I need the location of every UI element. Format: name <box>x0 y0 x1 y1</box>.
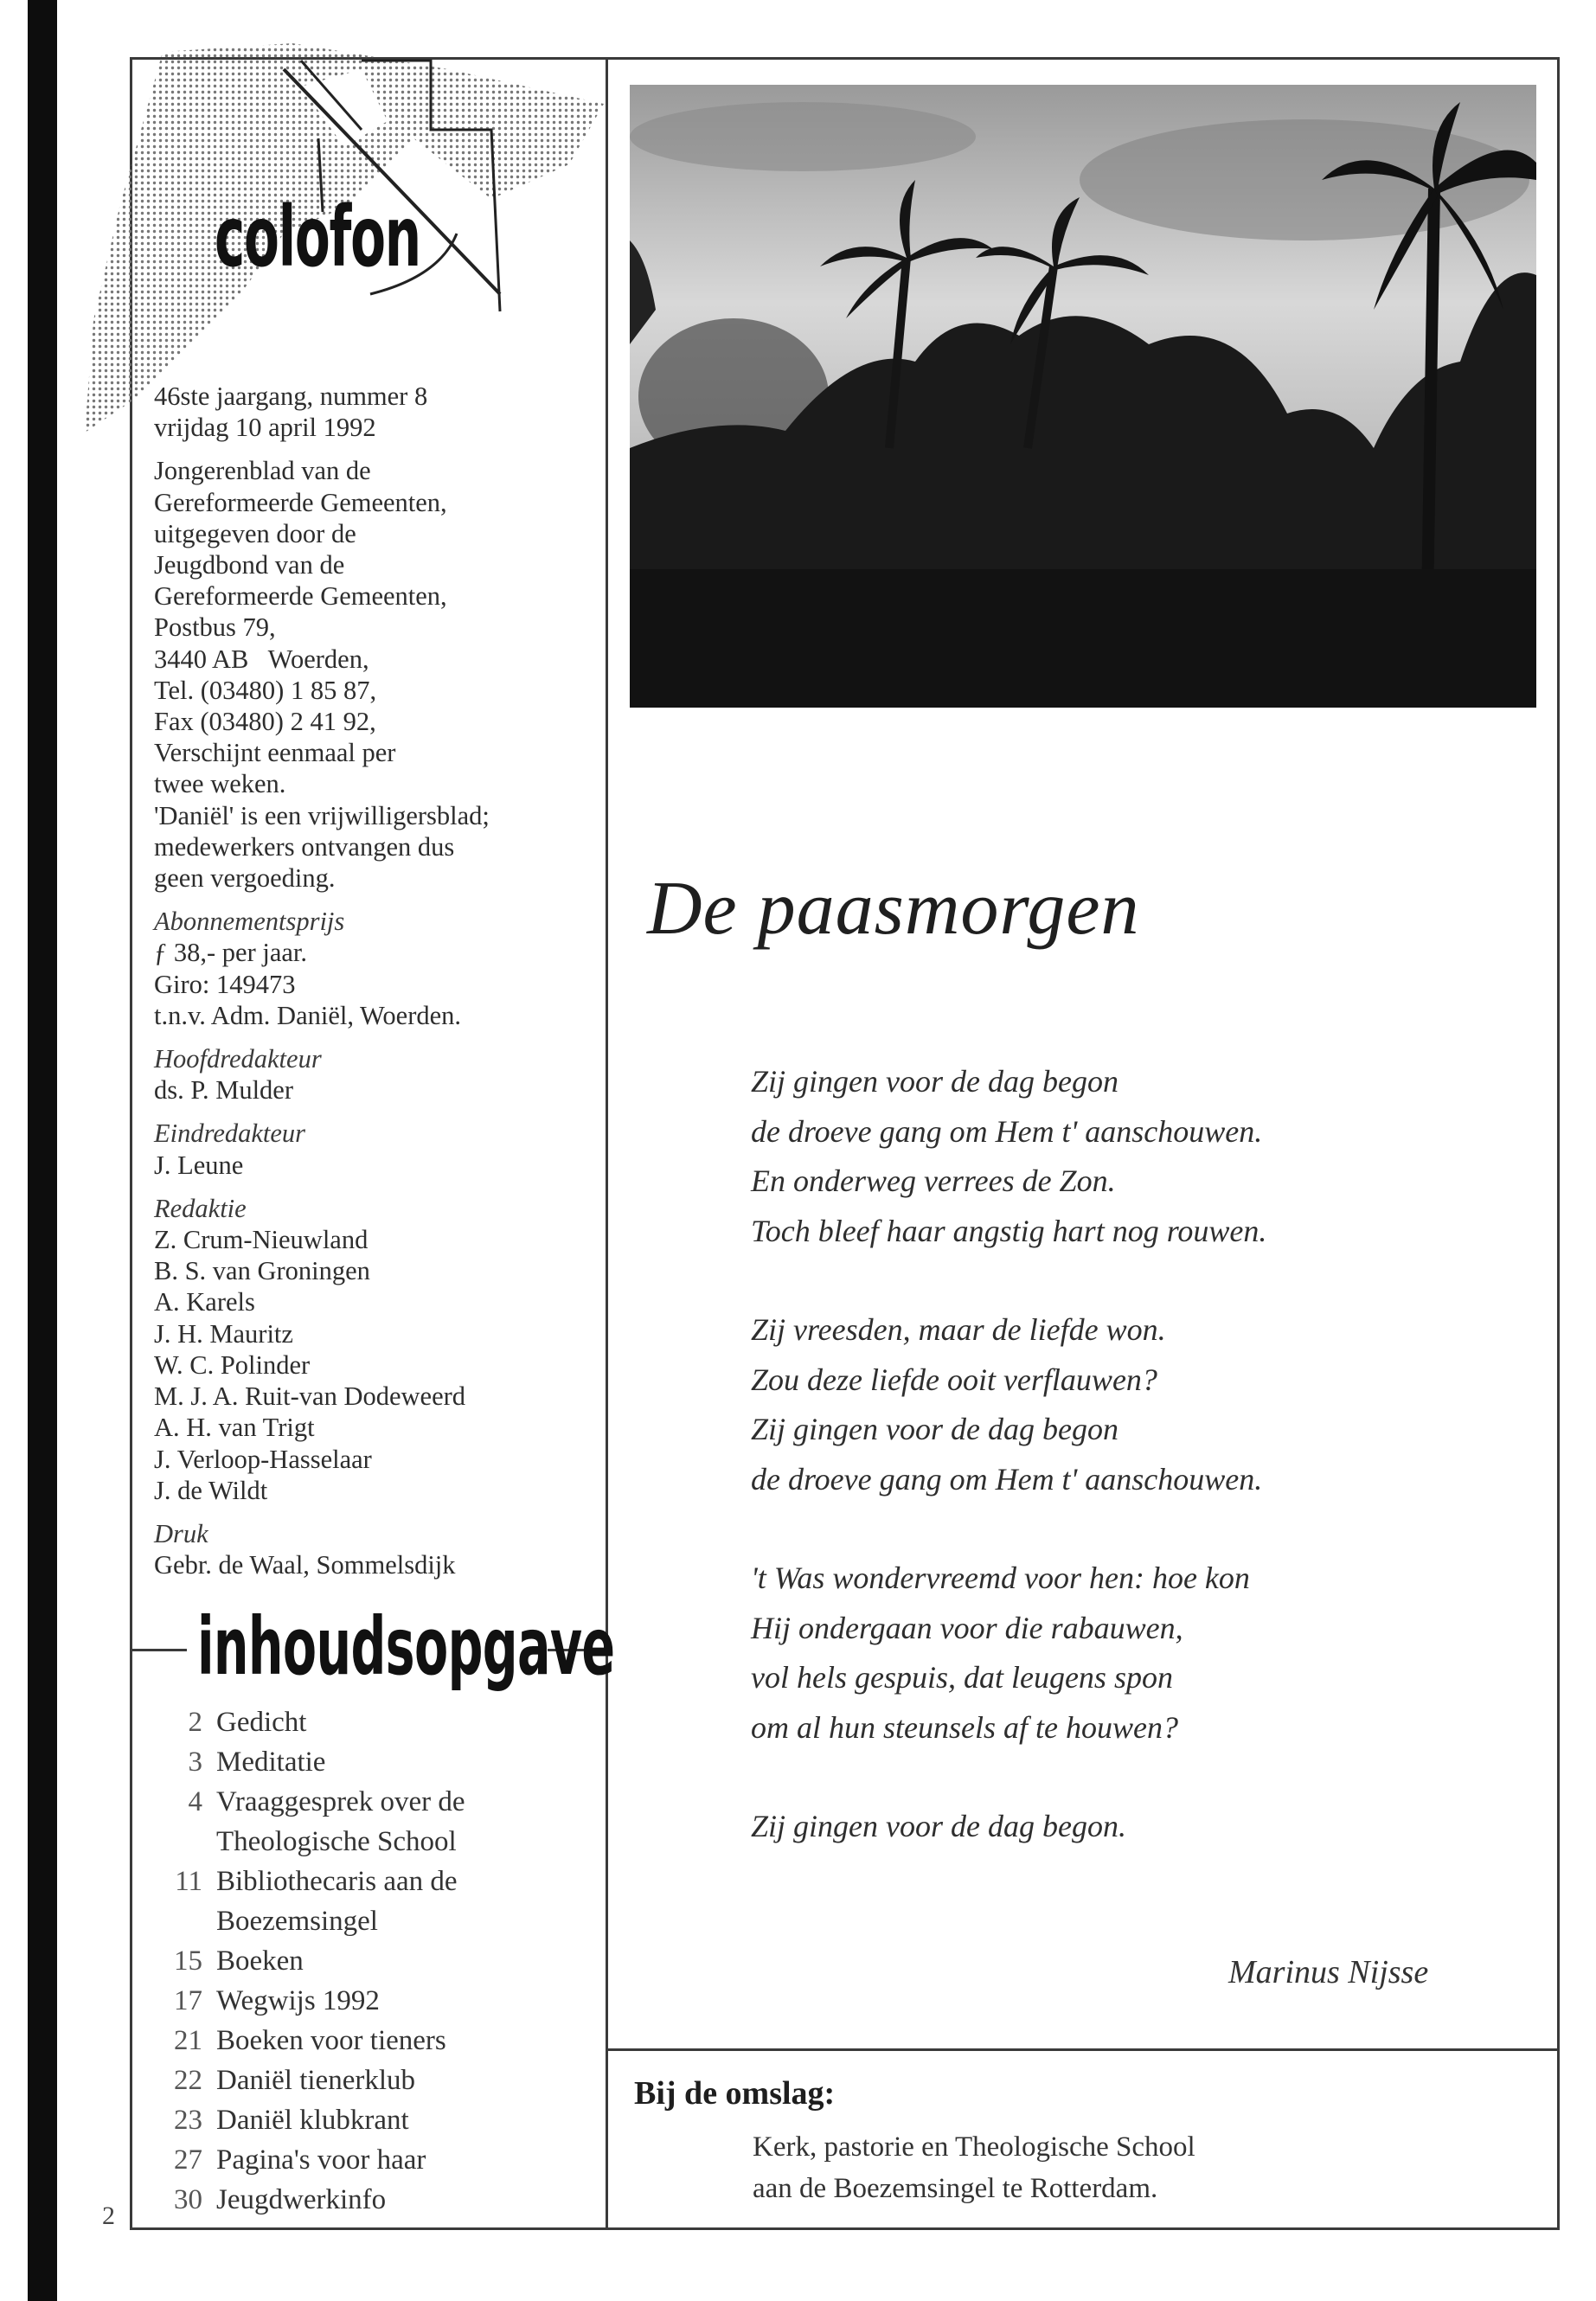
poem-line: Zij gingen voor de dag begon <box>751 1412 1118 1446</box>
publisher-line: 3440 AB Woerden, <box>154 644 369 674</box>
toc-page <box>154 1901 216 1941</box>
poem-stanza <box>751 1305 1529 1504</box>
subscription-line: Giro: 149473 <box>154 969 296 999</box>
printer-name: Gebr. de Waal, Sommelsdijk <box>154 1550 456 1580</box>
toc-label: Pagina's voor haar <box>216 2144 426 2176</box>
editorial-member: A. Karels <box>154 1287 255 1317</box>
poem-line: Hij ondergaan voor die rabauwen, <box>751 1610 1183 1645</box>
print-block <box>154 1518 595 1580</box>
toc-page: 4 <box>188 1786 202 1817</box>
subscription-block <box>154 906 595 1031</box>
toc-page: 27 <box>174 2144 202 2176</box>
toc-label: Jeugdwerkinfo <box>216 2184 387 2215</box>
cover-divider <box>606 2048 1560 2051</box>
editorial-member: J. de Wildt <box>154 1475 268 1505</box>
toc-rule-left <box>130 1649 187 1651</box>
toc-label: Vraaggesprek over de <box>216 1786 465 1817</box>
cover-caption-line: aan de Boezemsingel te Rotterdam. <box>753 2173 1158 2204</box>
poem-line: de droeve gang om Hem t' aanschouwen. <box>751 1461 1263 1497</box>
publisher-line: twee weken. <box>154 769 286 799</box>
publisher-block <box>154 455 595 894</box>
toc-label: Meditatie <box>216 1747 326 1778</box>
toc-item <box>154 2140 604 2180</box>
toc-label: Gedicht <box>216 1707 307 1738</box>
poem-line: Toch bleef haar angstig hart nog rouwen. <box>751 1213 1267 1248</box>
toc-label: Boezemsingel <box>216 1906 378 1937</box>
poem-line: En onderweg verrees de Zon. <box>751 1163 1116 1198</box>
toc-item <box>154 2061 604 2100</box>
edition-line: 46ste jaargang, nummer 8 <box>154 381 428 411</box>
editorial-member: M. J. A. Ruit-van Dodeweerd <box>154 1381 466 1412</box>
subscription-line: ƒ 38,- per jaar. <box>154 938 307 968</box>
toc-item <box>154 1702 604 1742</box>
subscription-label: Abonnementsprijs <box>154 907 345 937</box>
toc-page: 15 <box>174 1945 202 1977</box>
scan-edge-bar <box>28 0 57 2301</box>
editorial-member: A. H. van Trigt <box>154 1413 315 1443</box>
editorial-member: W. C. Polinder <box>154 1349 311 1380</box>
toc-label: Daniël klubkrant <box>216 2105 409 2136</box>
toc-page: 11 <box>175 1866 202 1897</box>
toc-item <box>154 1901 604 1941</box>
print-label: Druk <box>154 1518 208 1548</box>
edition-block <box>154 381 595 443</box>
editor-in-chief-label: Hoofdredakteur <box>154 1044 322 1074</box>
editorial-member: Z. Crum-Nieuwland <box>154 1225 369 1255</box>
page-number: 2 <box>102 2202 115 2230</box>
poem-line: vol hels gespuis, dat leugens spon <box>751 1660 1173 1695</box>
toc-label: Bibliothecaris aan de <box>216 1866 458 1897</box>
poem-stanza <box>751 1554 1529 1753</box>
toc-label: Wegwijs 1992 <box>216 1985 380 2016</box>
publisher-line: Verschijnt eenmaal per <box>154 738 396 768</box>
poem-line: 't Was wondervreemd voor hen: hoe kon <box>751 1561 1250 1595</box>
poem-line: Zou deze liefde ooit verflauwen? <box>751 1362 1157 1397</box>
poem-line: de droeve gang om Hem t' aanschouwen. <box>751 1113 1263 1149</box>
poem-author: Marinus Nijsse <box>1228 1954 1429 1990</box>
toc-label: Boeken voor tieners <box>216 2025 446 2056</box>
editorial-member: J. H. Mauritz <box>154 1318 293 1349</box>
toc-item <box>154 1981 604 2021</box>
subscription-line: t.n.v. Adm. Daniël, Woerden. <box>154 1000 462 1030</box>
toc-item <box>154 2100 604 2140</box>
toc-label: Theologische School <box>216 1826 457 1857</box>
toc-item <box>154 1782 604 1822</box>
palm-silhouette-photo <box>630 85 1536 708</box>
edition-line: vrijdag 10 april 1992 <box>154 413 376 443</box>
publisher-line: geen vergoeding. <box>154 863 336 894</box>
toc-item <box>154 1941 604 1981</box>
toc-label: Daniël tienerklub <box>216 2065 416 2096</box>
editor-in-chief-block <box>154 1043 595 1106</box>
toc-item <box>154 2021 604 2061</box>
poem-line: Zij gingen voor de dag begon <box>751 1064 1118 1099</box>
poem-line: om al hun steunsels af te houwen? <box>751 1709 1178 1745</box>
poem-line: Zij vreesden, maar de liefde won. <box>751 1312 1166 1347</box>
editorial-member: B. S. van Groningen <box>154 1256 370 1286</box>
colofon-text <box>154 381 595 1593</box>
toc-page: 3 <box>188 1747 202 1778</box>
poem-line: Zij gingen voor de dag begon. <box>751 1809 1126 1843</box>
cover-caption-title: Bij de omslag: <box>634 2075 836 2112</box>
toc-page <box>154 1822 216 1862</box>
final-editor-name: J. Leune <box>154 1150 244 1180</box>
editorial-block <box>154 1193 595 1506</box>
publisher-line: Jeugdbond van de <box>154 550 345 580</box>
table-of-contents <box>154 1702 604 2220</box>
toc-page: 30 <box>174 2184 202 2215</box>
publisher-line: uitgegeven door de <box>154 518 356 548</box>
editor-in-chief-name: ds. P. Mulder <box>154 1075 293 1106</box>
toc-title: inhoudsopgave <box>197 1600 615 1693</box>
cover-caption-line: Kerk, pastorie en Theologische School <box>753 2131 1195 2163</box>
toc-item <box>154 1822 604 1862</box>
publisher-line: Fax (03480) 2 41 92, <box>154 707 376 737</box>
toc-item <box>154 1742 604 1782</box>
toc-page: 2 <box>188 1707 202 1738</box>
poem-title: De paasmorgen <box>647 867 1140 951</box>
publisher-line: Gereformeerde Gemeenten, <box>154 487 447 517</box>
final-editor-block <box>154 1118 595 1180</box>
toc-item <box>154 2180 604 2220</box>
toc-page: 17 <box>174 1985 202 2016</box>
poem-body <box>751 1057 1529 1901</box>
publisher-line: Postbus 79, <box>154 612 276 643</box>
editorial-member: J. Verloop-Hasselaar <box>154 1444 372 1474</box>
toc-label: Boeken <box>216 1945 304 1977</box>
editorial-label: Redaktie <box>154 1193 247 1223</box>
cover-caption-text <box>753 2126 1195 2209</box>
publisher-line: 'Daniël' is een vrijwilligersblad; <box>154 800 490 830</box>
poem-stanza <box>751 1802 1529 1852</box>
publisher-line: Tel. (03480) 1 85 87, <box>154 675 377 705</box>
colofon-title: colofon <box>215 189 420 285</box>
publisher-line: Gereformeerde Gemeenten, <box>154 581 447 612</box>
poem-stanza <box>751 1057 1529 1256</box>
toc-item <box>154 1862 604 1901</box>
final-editor-label: Eindredakteur <box>154 1118 306 1149</box>
toc-page: 21 <box>174 2025 202 2056</box>
toc-page: 23 <box>174 2105 202 2136</box>
toc-page: 22 <box>174 2065 202 2096</box>
publisher-line: medewerkers ontvangen dus <box>154 831 455 862</box>
publisher-line: Jongerenblad van de <box>154 456 371 486</box>
